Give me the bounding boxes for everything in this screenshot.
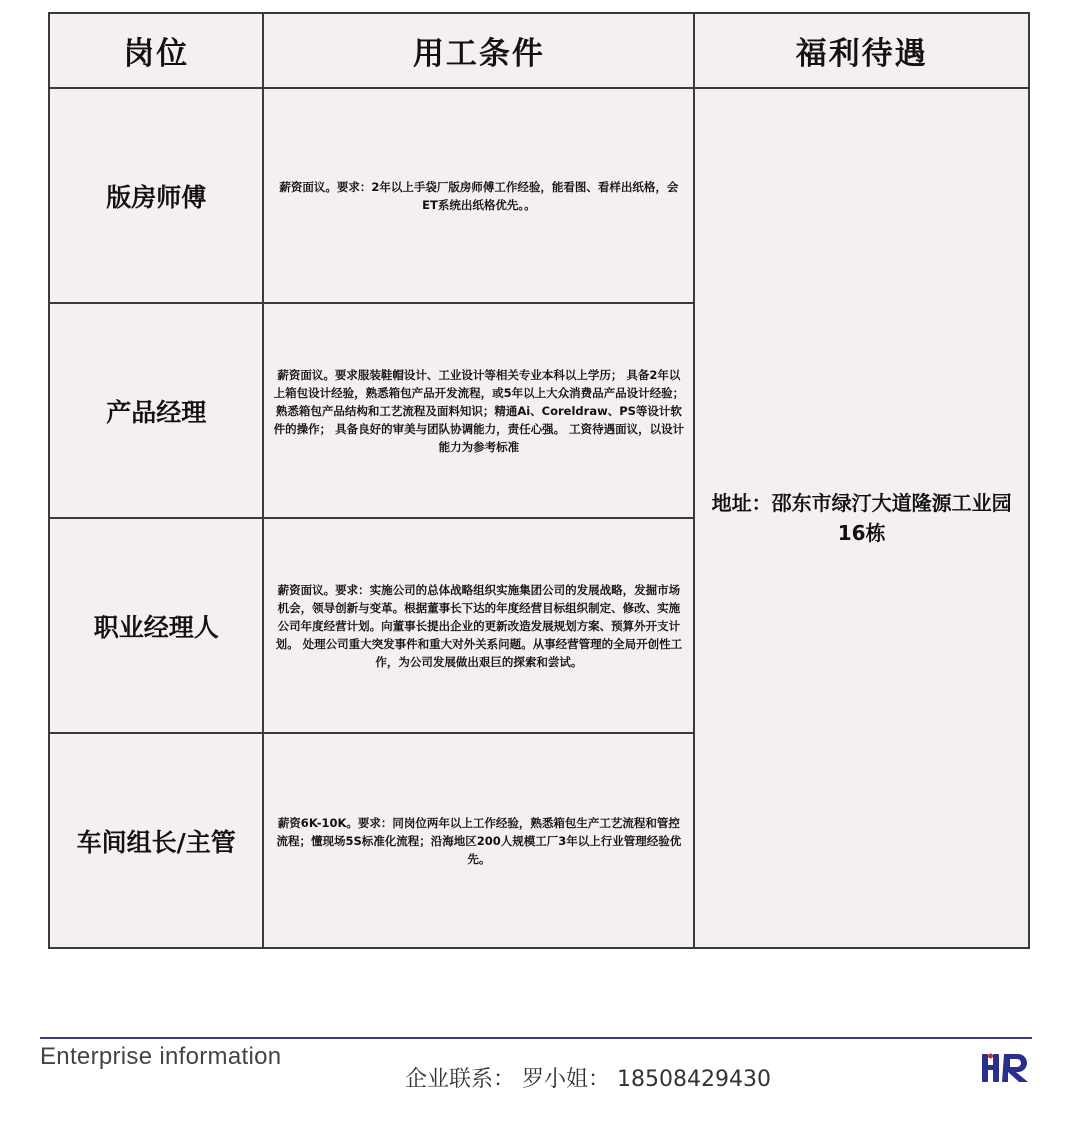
enterprise-label: Enterprise information [40,1043,282,1070]
position-cell: 产品经理 [49,303,263,518]
conditions-cell: 薪资面议。要求：实施公司的总体战略组织实施集团公司的发展战略，发掘市场机会，领导创新与变革。根据董事长下达的年度经营目标组织制定、修改、实施公司年度经营计划。向董事长提出企业的更新改造发展规划方案、预算外开支计划。 处理公司重大突发事件和重大对外关系问题。从事经营管理的全局开创性工作，为公司发展做出艰巨的探索和尝试。 [263,518,694,733]
table-row [49,88,1029,303]
contact-info: 企业联系： 罗小姐： 18508429430 [405,1067,771,1092]
position-cell: 车间组长/主管 [49,733,263,948]
jobs-table [48,12,1030,949]
conditions-cell: 薪资6K-10K。要求：同岗位两年以上工作经验，熟悉箱包生产工艺流程和管控流程；懂现场5S标准化流程；沿海地区200人规模工厂3年以上行业管理经验优先。 [263,733,694,948]
footer-divider [40,1037,1032,1039]
header-position: 岗位 [49,13,263,88]
header-conditions: 用工条件 [263,13,694,88]
hr-logo-icon [980,1050,1032,1086]
header-benefits: 福利待遇 [694,13,1029,88]
conditions-cell: 薪资面议。要求服装鞋帽设计、工业设计等相关专业本科以上学历； 具备2年以上箱包设计经验，熟悉箱包产品开发流程，或5年以上大众消费品产品设计经验； 熟悉箱包产品结构和工艺流程及面料知识；精通Ai、Coreldraw、PS等设计软件的操作； 具备良好的审美与团队协调能力，责任心强。 工资待遇面议，以设计能力为参考标准 [263,303,694,518]
position-cell: 职业经理人 [49,518,263,733]
benefits-cell: 地址：邵东市绿汀大道隆源工业园16栋 [694,88,1029,948]
position-cell: 版房师傅 [49,88,263,303]
conditions-cell: 薪资面议。要求：2年以上手袋厂版房师傅工作经验，能看图、看样出纸格，会ET系统出纸格优先。。 [263,88,694,303]
